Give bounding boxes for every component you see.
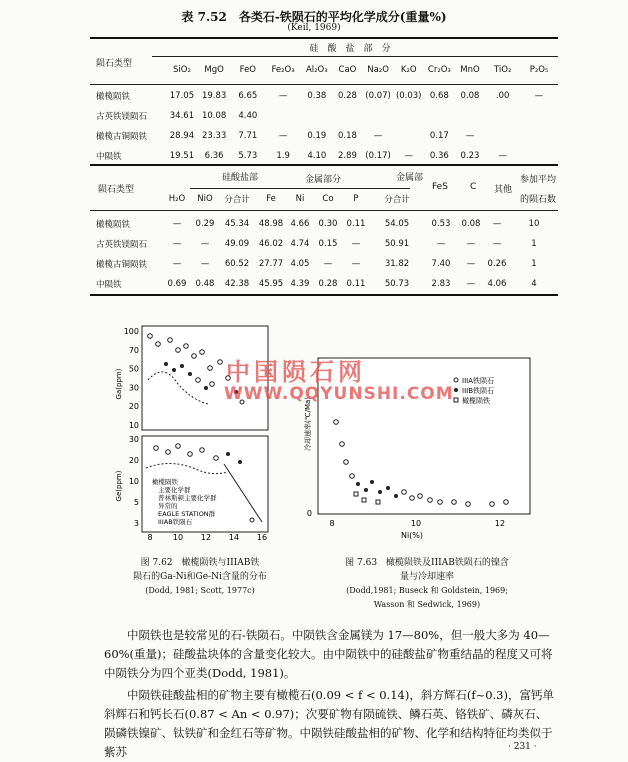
row-label: 橄榄陨铁 — [96, 220, 131, 230]
fig62-caption-line: 陨石的Ga-Ni和Ge-Ni含量的分布 — [133, 572, 267, 582]
tick-label: 70 — [128, 345, 139, 355]
table2-subheader — [162, 189, 424, 209]
table-cell: 0.17 — [429, 131, 449, 141]
table-cell: 34.61 — [169, 111, 195, 121]
table-cell: — — [492, 239, 502, 249]
table-cell: 0.48 — [195, 279, 215, 289]
table2-col-header: Ni — [295, 194, 305, 204]
fig62-legend-item: EAGLE STATION群 — [158, 510, 216, 518]
table-cell — [485, 106, 520, 126]
table2-metal-total: 金属部 — [396, 173, 424, 183]
table1-col-header: Na₂O — [367, 65, 389, 75]
tick-label: 3 — [133, 519, 139, 528]
table1-col-header: FeO — [239, 65, 257, 75]
table-cell: 0.29 — [195, 219, 215, 229]
fig62-ylabel-bottom: Ge(ppm) — [115, 470, 123, 502]
table1-group-header: 硅 酸 盐 部 分 — [309, 44, 391, 54]
table-cell: 0.28 — [337, 91, 357, 101]
table-cell — [393, 106, 424, 126]
table-cell: — — [465, 131, 475, 141]
table-cell: (0.03) — [395, 91, 422, 101]
table-cell: 4 — [531, 279, 537, 289]
table-cell: 50.91 — [384, 239, 410, 249]
tick-label: 20 — [128, 456, 139, 465]
table1-col-header: TiO₂ — [494, 65, 512, 75]
table-cell — [332, 106, 363, 126]
table-cell: 0.28 — [318, 279, 338, 289]
table-cell: 0.08 — [461, 219, 481, 229]
table-cell: — — [172, 239, 182, 249]
row-label: 中陨铁 — [96, 280, 122, 290]
rule-bottom — [90, 294, 558, 296]
tick-label: 10 — [128, 477, 139, 486]
fig63-legend-item: IIIA铁陨石 — [462, 377, 494, 385]
table-cell: 1 — [531, 239, 537, 249]
table1 — [90, 60, 558, 80]
table2-fes-header: FeS — [432, 182, 448, 192]
table2-col-header: H₂O — [168, 194, 186, 204]
table-cell: 27.77 — [258, 259, 284, 269]
table2-body — [90, 214, 558, 294]
tick-label: 10 — [172, 533, 184, 542]
table-cell — [520, 106, 558, 126]
rule-group — [152, 56, 558, 57]
table-cell: 0.11 — [346, 219, 366, 229]
table1-body — [90, 86, 558, 166]
table2-group-metal: 金属部分 — [305, 175, 342, 185]
table-cell: 23.33 — [201, 131, 227, 141]
tick-label: 10 — [128, 421, 139, 430]
table2-count-header: 参加平均 — [520, 175, 557, 185]
table-cell — [455, 106, 486, 126]
table2-count-header2: 的陨石数 — [520, 195, 557, 205]
tick-label: 16 — [256, 533, 268, 542]
table-cell: 4.74 — [290, 239, 310, 249]
table1-row-header: 陨石类型 — [96, 59, 133, 69]
table-cell: (0.17) — [365, 151, 391, 161]
fig62-caption-line: 图 7.62 橄榄陨铁与IIIAB铁 — [140, 558, 260, 568]
table-cell: 4.66 — [290, 219, 310, 229]
table-cell: 60.52 — [224, 259, 250, 269]
table-cell: 54.05 — [384, 219, 410, 229]
tick-label: 20 — [128, 402, 139, 412]
table-cell: 42.38 — [224, 279, 250, 289]
table1-col-header: MgO — [204, 65, 224, 75]
table-cell: — — [323, 259, 333, 269]
table-cell: — — [492, 219, 502, 229]
body-paragraph-2: 中陨铁硅酸盐相的矿物主要有橄榄石(0.09 < f < 0.14)，斜方辉石(f~0.3)，富钙单斜辉石和钙长石(0.87 < An < 0.97)；次要矿物有陨硫铁、鳞石英、铬铁矿、磷灰石、陨磷铁镍矿、钛铁矿和金红石等矿物。中陨铁硅酸盐相的矿物、化学和结构特征均类似于紫苏 — [104, 688, 554, 759]
fig62-legend-item: 普林斯顿主要化学群 — [158, 494, 217, 502]
table-cell: 0.18 — [337, 131, 357, 141]
table-cell: 0.08 — [460, 91, 480, 101]
table1-col-header: Al₂O₃ — [305, 65, 328, 75]
table-row — [90, 126, 558, 146]
table-cell: 0.11 — [346, 279, 366, 289]
table-cell: 4.06 — [487, 279, 507, 289]
table-row — [90, 234, 558, 254]
table1-col-header: Fe₂O₃ — [271, 65, 295, 75]
table-cell: 48.98 — [258, 219, 284, 229]
fig63-caption-source: Wasson 和 Sedwick, 1969) — [373, 600, 481, 609]
table-cell: 45.34 — [224, 219, 250, 229]
table1-col-header: Cr₂O₃ — [427, 65, 451, 75]
table-cell — [424, 106, 455, 126]
tick-label: 100 — [123, 327, 139, 336]
table-cell: — — [278, 91, 288, 101]
watermark-title: 中国陨石网 — [226, 358, 366, 386]
table2-col-header: NiO — [197, 194, 213, 204]
table2-header-row — [162, 189, 424, 209]
table-cell: 4.39 — [290, 279, 310, 289]
table-cell: — — [278, 131, 288, 141]
table2-col-header: Fe — [266, 194, 276, 204]
fig63-ylabel: 冷却速率(℃/Ma) — [304, 396, 312, 452]
table-cell — [363, 106, 394, 126]
table-row — [90, 214, 558, 234]
table-row — [90, 274, 558, 294]
table-cell: 2.83 — [431, 279, 451, 289]
row-label: 古英铁镁陨石 — [96, 112, 148, 122]
table-cell: 19.83 — [201, 91, 227, 101]
row-label: 橄榄陨铁 — [96, 92, 131, 102]
table-cell: — — [373, 131, 383, 141]
fig63-xlabel: Ni(%) — [400, 531, 424, 540]
table-cell: 1.9 — [276, 151, 290, 161]
fig63-caption-line: 量与冷却速率 — [399, 572, 454, 582]
table-row — [90, 146, 558, 166]
table1-col-header: CaO — [338, 65, 357, 75]
fig62-yticks-top — [124, 327, 139, 430]
table2-other-header: 其他 — [494, 185, 513, 195]
fig63-legend-item: 橄榄陨铁 — [462, 397, 490, 405]
table-cell: 0.23 — [460, 151, 480, 161]
rule-header2 — [90, 210, 558, 211]
tick-label: 12 — [200, 533, 212, 542]
table2-col-header: Co — [322, 194, 334, 204]
table-cell: 7.40 — [431, 259, 451, 269]
table-cell: 0.15 — [318, 239, 338, 249]
table-cell: 45.95 — [258, 279, 284, 289]
tick-label: 14 — [228, 533, 240, 542]
table-cell: 17.05 — [169, 91, 195, 101]
tick-label: 50 — [128, 364, 139, 374]
row-label: 橄榄古铜陨铁 — [96, 132, 148, 142]
fig62-caption — [112, 556, 288, 598]
fig62-xticks — [147, 533, 267, 542]
fig62-legend-item: 橄榄陨铁 — [152, 478, 178, 486]
row-label: 古英铁镁陨石 — [96, 240, 148, 250]
table-cell: 4.10 — [307, 151, 327, 161]
table-cell: 6.36 — [204, 151, 224, 161]
table-cell: — — [200, 239, 210, 249]
tick-label: 8 — [329, 519, 335, 528]
table2-col-header: 分合计 — [384, 195, 410, 205]
table-cell: 10 — [528, 219, 540, 229]
rule-header — [90, 84, 558, 85]
fig62-caption-source: (Dodd, 1981; Scott, 1977c) — [145, 586, 255, 595]
fig62-legend-item: 异常的 — [158, 502, 178, 510]
tick-label: 12 — [494, 519, 506, 528]
table-cell — [301, 106, 332, 126]
table-cell: 49.09 — [224, 239, 250, 249]
tick-label: 5 — [133, 498, 139, 507]
table-cell: 0.53 — [431, 219, 451, 229]
table2-col-header: P — [353, 194, 359, 204]
tick-label: 8 — [147, 533, 153, 542]
table-cell — [520, 126, 558, 146]
table-cell: 2.89 — [337, 151, 357, 161]
table2-group-silicate: 硅酸盐部 — [222, 173, 259, 183]
table-cell: 0.38 — [307, 91, 327, 101]
fig63-legend-item: IIIB铁陨石 — [462, 387, 494, 395]
row-label: 中陨铁 — [96, 152, 122, 162]
table-cell: 0.36 — [429, 151, 449, 161]
table-cell: — — [351, 259, 361, 269]
table-cell: 4.40 — [238, 111, 258, 121]
table-source: (Keil, 1969) — [287, 23, 341, 33]
table-cell: 10.08 — [201, 111, 227, 121]
fig63-caption-line: 图 7.63 橄榄陨铁及IIIAB铁陨石的镍含 — [345, 558, 509, 568]
rule-top — [90, 37, 558, 39]
watermark-url: WWW.QQYUNSHI.COM — [224, 384, 454, 404]
table-cell: — — [436, 239, 446, 249]
table-cell — [393, 126, 424, 146]
table-cell: (0.07) — [365, 91, 391, 101]
table-cell — [485, 126, 520, 146]
table2-col-header: 分合计 — [224, 195, 250, 205]
table-cell — [265, 106, 302, 126]
table-cell: 6.65 — [238, 91, 258, 101]
fig63-ytick-zero: 0 — [306, 509, 312, 518]
table-row — [90, 106, 558, 126]
table-cell: — — [498, 151, 507, 161]
table-cell: 0.68 — [429, 91, 449, 101]
table1-col-header: SiO₂ — [173, 65, 191, 75]
table-cell: — — [200, 259, 210, 269]
tick-label: 30 — [128, 383, 139, 393]
fig62-yticks-bottom — [129, 435, 139, 528]
table1-col-header: MnO — [460, 65, 480, 75]
table-row — [90, 86, 558, 106]
table-cell: — — [466, 279, 476, 289]
fig62-ylabel-top: Ga(ppm) — [115, 368, 123, 400]
table1-col-header: P₂O₅ — [529, 65, 549, 75]
table-cell: — — [172, 259, 182, 269]
fig62-legend-item: IIIAB铁陨石 — [158, 518, 193, 526]
table-cell: 0.26 — [487, 259, 507, 269]
table-cell: — — [466, 259, 476, 269]
table-cell: 50.73 — [384, 279, 410, 289]
table-cell: 19.51 — [169, 151, 195, 161]
table2-c-header: C — [470, 182, 477, 192]
table-cell: 5.73 — [238, 151, 258, 161]
table-cell: — — [534, 91, 544, 101]
table-cell: 4.05 — [290, 259, 310, 269]
table-row — [90, 254, 558, 274]
tick-label: 10 — [410, 519, 422, 528]
table-cell: 0.69 — [167, 279, 187, 289]
table-cell: 31.82 — [384, 259, 410, 269]
body-paragraph-1: 中陨铁也是较常见的石-铁陨石。中陨铁含金属镁为 17—80%，但一般大多为 40—60%(重量)；硅酸盐块体的含量变化较大。由中陨铁中的硅酸盐矿物重结晶的程度又可将中陨铁分为四个亚类(Dodd, 1981)。 — [104, 628, 553, 680]
table2-row-header: 陨石类型 — [98, 185, 135, 195]
table-cell: .00 — [495, 91, 510, 101]
table-cell: — — [351, 239, 361, 249]
row-label: 橄榄古铜陨铁 — [96, 260, 148, 270]
table-cell: 0.19 — [307, 131, 327, 141]
page-number: · 231 · — [508, 742, 537, 752]
table-cell: — — [172, 219, 182, 229]
fig63-caption-source: (Dodd,1981; Buseck 和 Goldstein, 1969; — [346, 586, 508, 595]
table-title: 表 7.52 各类石-铁陨石的平均化学成分(重量%) — [181, 10, 447, 24]
table1-header-row — [90, 60, 558, 80]
fig62-legend-item: 主要化学群 — [158, 486, 191, 494]
fig63-caption — [316, 556, 538, 612]
table-cell: 46.02 — [258, 239, 284, 249]
table1-col-header: K₂O — [400, 65, 417, 75]
table-cell: 28.94 — [169, 131, 195, 141]
table-cell — [520, 146, 558, 166]
table-cell: 7.71 — [238, 131, 258, 141]
table-cell: — — [466, 239, 476, 249]
table-cell: — — [404, 151, 413, 161]
tick-label: 30 — [128, 435, 139, 444]
table-cell: 0.30 — [318, 219, 338, 229]
table-cell: 1 — [531, 259, 537, 269]
fig63-xticks — [329, 519, 505, 528]
